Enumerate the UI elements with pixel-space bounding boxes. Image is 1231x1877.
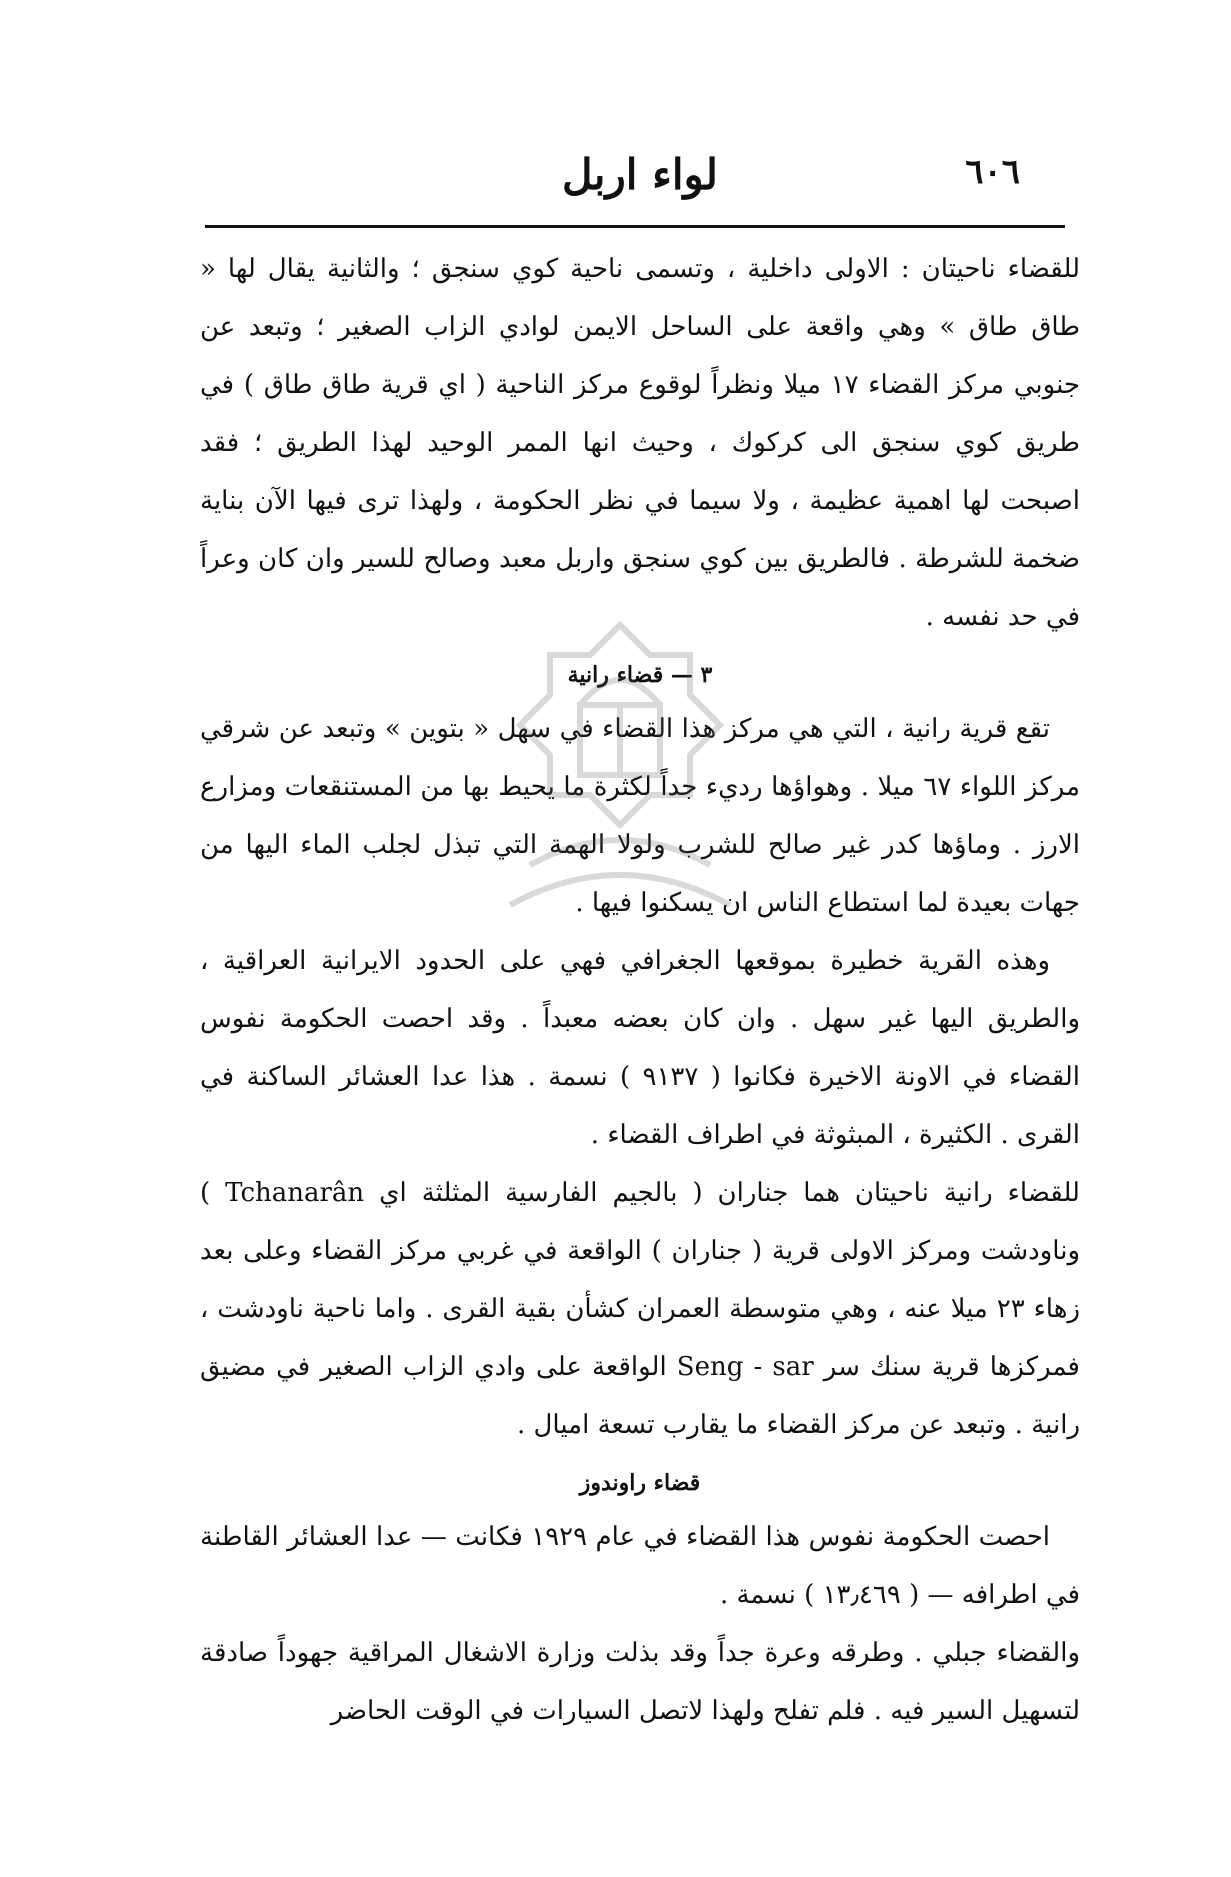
page-number: ٦٠٦: [965, 152, 1020, 192]
header-rule: [205, 225, 1065, 228]
paragraph-subdistricts-koi-sanjaq: للقضاء ناحيتان : الاولى داخلية ، وتسمى ناحية كوي سنجق ؛ والثانية يقال لها « طاق طاق » وهي واقعة على الساحل الايمن لوادي الزاب الصغير ؛ وتبعد عن جنوبي مركز القضاء ١٧ ميلا ونظراً لوقوع مركز الناحية ( اي قرية طاق طاق ) في طريق كوي سنجق الى كركوك ، وحيث انها الممر الوحيد لهذا الطريق ؛ فقد اصبحت لها اهمية عظيمة ، ولا سيما في نظر الحكومة ، ولهذا ترى فيها الآن بناية ضخمة للشرطة . فالطريق بين كوي سنجق واربل معبد وصالح للسير وان كان وعراً في حد نفسه .: [200, 254, 1080, 632]
section-heading-rawanduz: قضاء راوندوز: [579, 1470, 701, 1496]
running-title: لواء اربل: [562, 150, 718, 199]
paragraph-rania-location: تقع قرية رانية ، التي هي مركز هذا القضاء في سهل « بتوين » وتبعد عن شرقي مركز اللواء ٦٧ ميلا . وهواؤها رديء جداً لكثرة ما يحيط بها من المستنقعات ومزارع الارز . وماؤها كدر غير صالح للشرب ولولا الهمة التي تبذل لجلب الماء اليها من جهات بعيدة لما استطاع الناس ان يسكنوا فيها .: [200, 714, 1080, 918]
paragraph-rania-subdistricts: للقضاء رانية ناحيتان هما جناران ( بالجيم الفارسية المثلثة اي Tchanarân ) وناودشت ومركز الاولى قرية ( جناران ) الواقعة في غربي مركز القضاء وعلى بعد زهاء ٢٣ ميلا عنه ، وهي متوسطة العمران كشأن بقية القرى . واما ناحية ناودشت ، فمركزها قرية سنك سر Seng - sar الواقعة على وادي الزاب الصغير في مضيق رانية . وتبعد عن مركز القضاء ما يقارب تسعة اميال .: [200, 1178, 1080, 1440]
page-header: [200, 150, 1080, 210]
paragraph-rawanduz-roads: والقضاء جبلي . وطرقه وعرة جداً وقد بذلت وزارة الاشغال المراقية جهوداً صادقة لتسهيل السير فيه . فلم تفلح ولهذا لاتصل السيارات في الوقت الحاضر: [200, 1638, 1080, 1726]
paragraph-rania-population: وهذه القرية خطيرة بموقعها الجغرافي فهي على الحدود الايرانية العراقية ، والطريق اليها غير سهل . وان كان بعضه معبداً . وقد احصت الحكومة نفوس القضاء في الاونة الاخيرة فكانوا ( ٩١٣٧ ) نسمة . هذا عدا العشائر الساكنة في القرى . الكثيرة ، المبثوثة في اطراف القضاء .: [200, 946, 1080, 1150]
paragraph-rawanduz-population: احصت الحكومة نفوس هذا القضاء في عام ١٩٢٩ فكانت — عدا العشائر القاطنة في اطرافه — ( ١٣٫٤٦٩ ) نسمة .: [200, 1522, 1080, 1610]
section-heading-rania: ٣ — قضاء رانية: [567, 662, 713, 688]
page-body: [200, 240, 1080, 1740]
